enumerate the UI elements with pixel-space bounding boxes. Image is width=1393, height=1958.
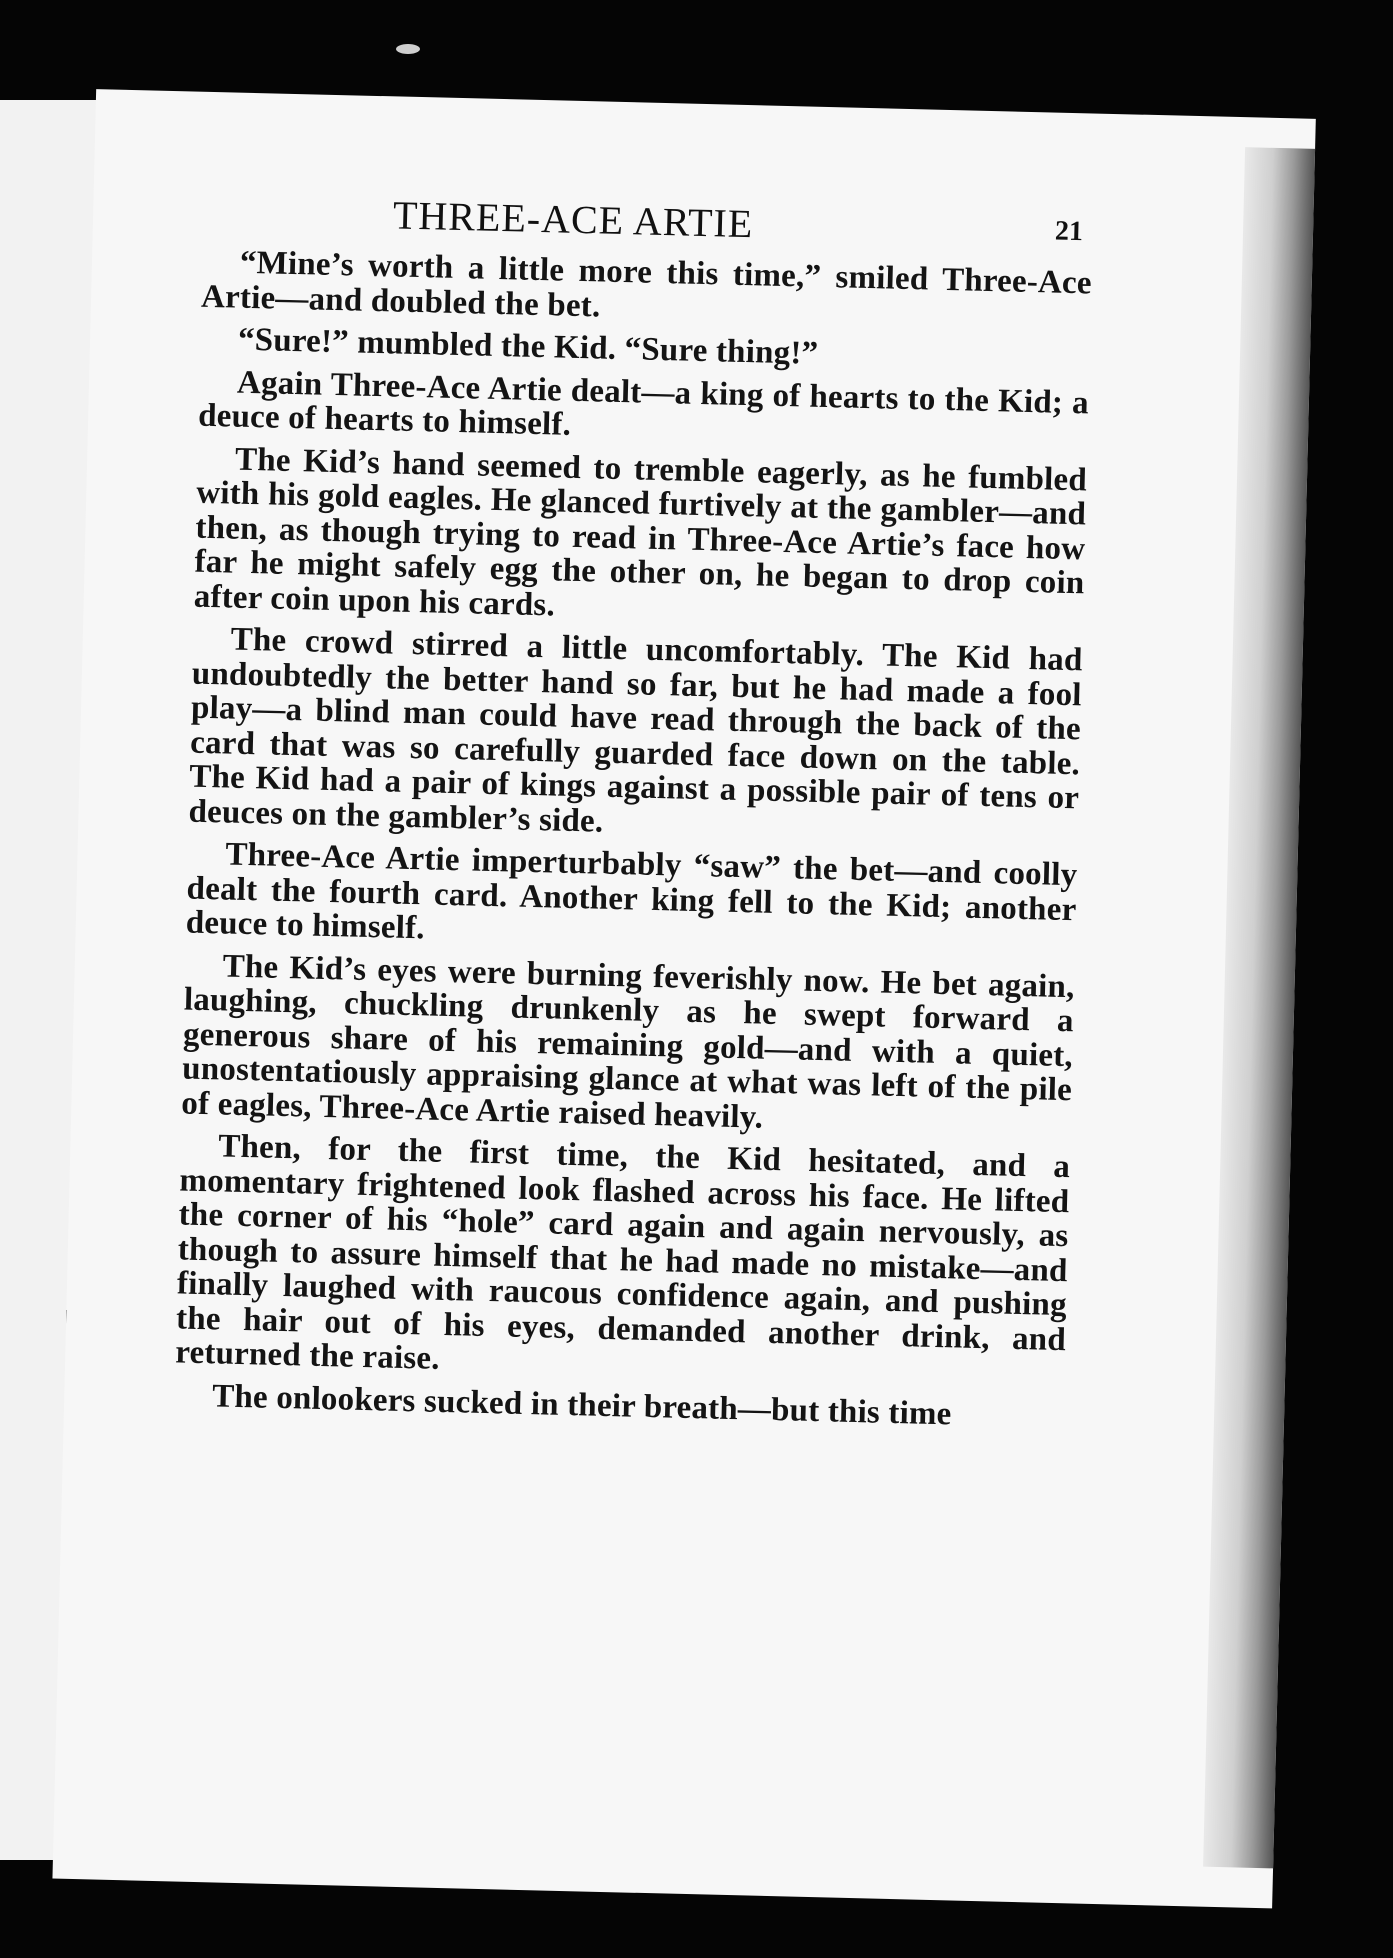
paragraph-7: The Kid’s eyes were burning feverishly now. He bet again, laughing, chuckling drunkenly as he swept forward a generous share of his remaining gold—and with a quiet, unostentatiously appraising glance at what was left of the pile of eagles, Three-Ace Artie raised heavily.: [180, 947, 1075, 1136]
paragraph-3: Again Three-Ace Artie dealt—a king of hearts to the Kid; a deuce of hearts to himself.: [197, 364, 1090, 443]
text-block: [174, 187, 1094, 1434]
paragraph-5: The crowd stirred a little uncomfortably. The Kid had undoubtedly the better hand so far, but he had made a fool play—a blind man could have read through the back of the card that was so carefully guarded face down on the table. The Kid had a pair of kings against a possible pair of tens or deuces on the gambler’s side.: [188, 621, 1083, 840]
paragraph-8: Then, for the first time, the Kid hesitated, and a momentary frightened look flashed across his face. He lifted the corner of his “hole” card again and again nervously, as though to assure himself that he had made no mistake—and finally laughed with raucous confidence again, and pushing the hair out of his eyes, demanded another drink, and returned the raise.: [174, 1128, 1071, 1377]
paragraph-2: “Sure!” mumbled the Kid. “Sure thing!”: [237, 321, 819, 372]
paragraph-4: The Kid’s hand seemed to tremble eagerly, as he fumbled with his gold eagles. He glanced furtively at the gambler—and then, as though trying to read in Three-Ace Artie’s face how far he might safely egg the other on, he began to drop coin after coin upon his cards.: [193, 441, 1088, 623]
paragraph-9: The onlookers sucked in their breath—but this time: [211, 1377, 952, 1432]
page-number: 21: [1054, 215, 1084, 248]
paragraph-1: “Mine’s worth a little more this time,” smiled Three-Ace Artie—and doubled the bet.: [200, 244, 1093, 324]
running-title: THREE-ACE ARTIE: [392, 192, 754, 247]
scan-speck: [396, 44, 420, 54]
book-page: [52, 89, 1315, 1908]
paragraph-6: Three-Ace Artie imperturbably “saw” the bet—and coolly dealt the fourth card. Another king fell to the Kid; another deuce to himself.: [185, 836, 1078, 947]
